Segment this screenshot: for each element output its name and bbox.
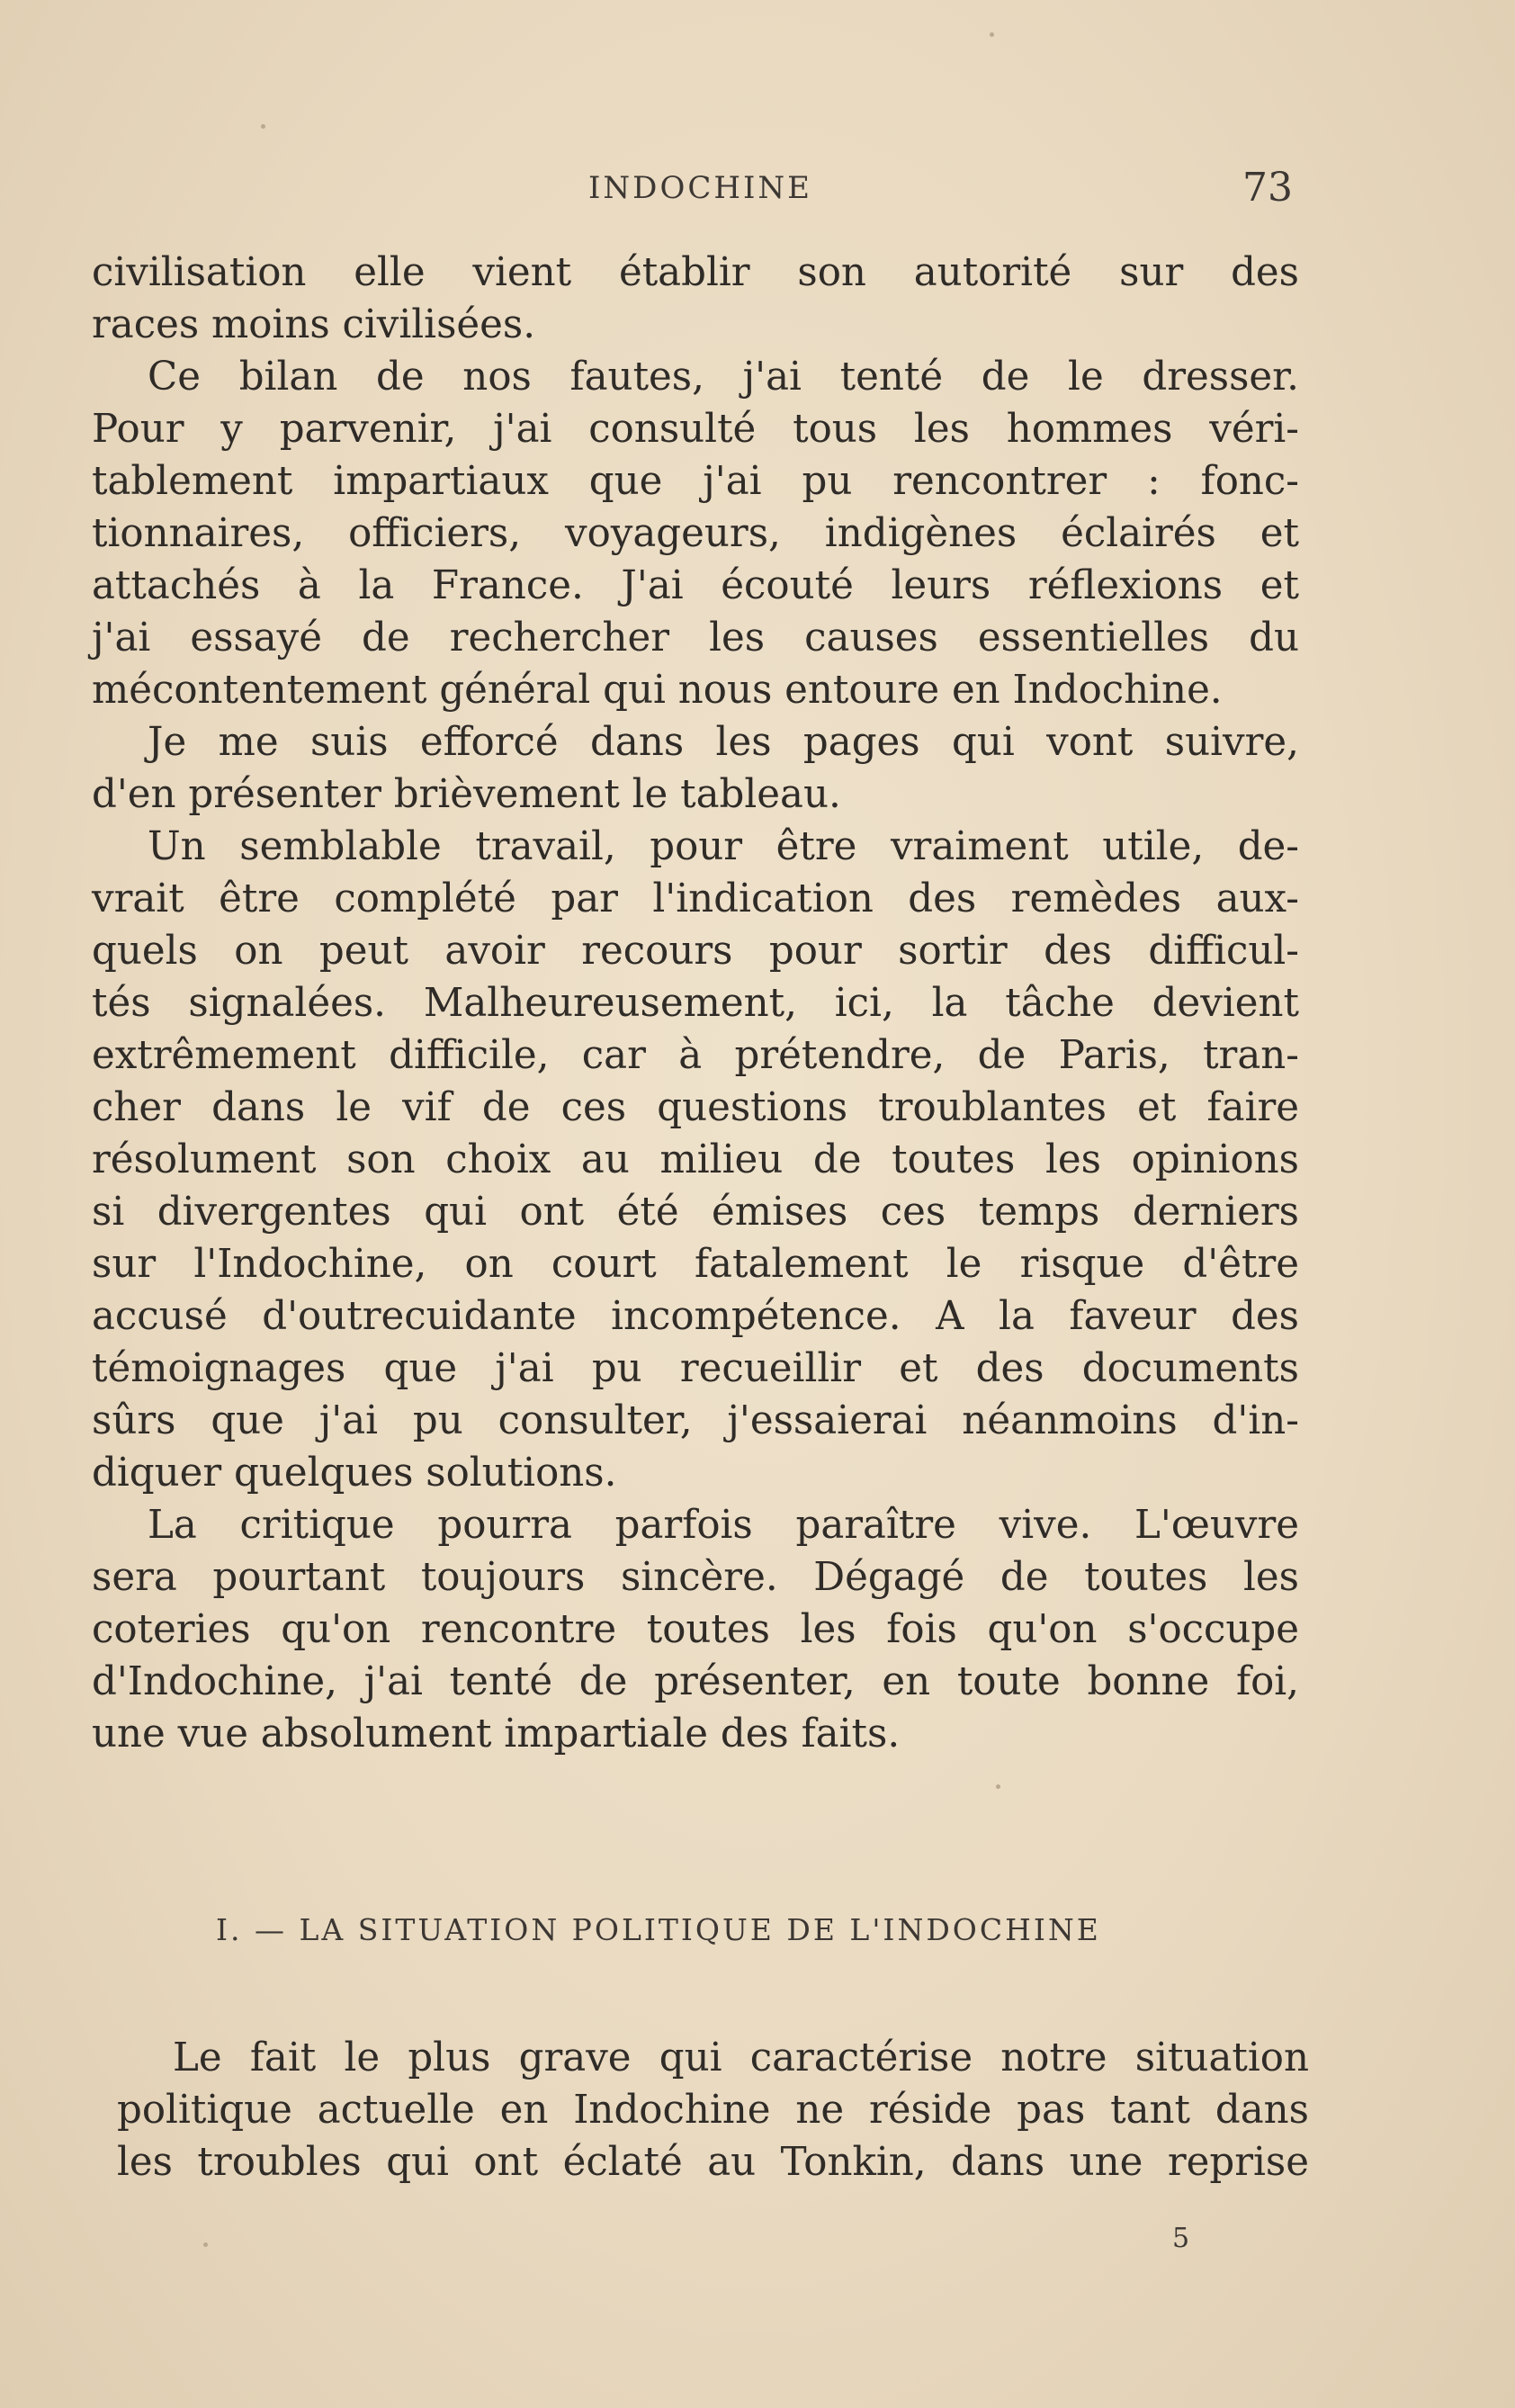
text-line: d'Indochine, j'ai tenté de présenter, en toute bonne foi, bbox=[92, 1659, 1299, 1704]
text-line: Pour y parvenir, j'ai consulté tous les hommes véri- bbox=[92, 407, 1299, 452]
text-line: civilisation elle vient établir son autorité sur des bbox=[92, 250, 1299, 295]
text-line: accusé d'outrecuidante incompétence. A la faveur des bbox=[92, 1294, 1299, 1339]
text-line: tablement impartiaux que j'ai pu rencontrer : fonc- bbox=[92, 459, 1299, 504]
body-text bbox=[92, 247, 1299, 1760]
text-line: j'ai essayé de rechercher les causes essentielles du bbox=[92, 615, 1299, 660]
paper-speck bbox=[203, 2242, 208, 2247]
running-head bbox=[0, 165, 1515, 211]
text-line: mécontentement général qui nous entoure en Indochine. bbox=[92, 668, 1223, 713]
text-line: Un semblable travail, pour être vraiment utile, de- bbox=[148, 824, 1299, 869]
text-line: politique actuelle en Indochine ne réside pas tant dans bbox=[117, 2088, 1309, 2133]
text-line: La critique pourra parfois paraître vive. L'œuvre bbox=[148, 1503, 1299, 1548]
paper-speck bbox=[990, 32, 994, 37]
text-line: vrait être complété par l'indication des remèdes aux- bbox=[92, 876, 1299, 921]
text-line: quels on peut avoir recours pour sortir des difficul- bbox=[92, 929, 1299, 974]
text-line: une vue absolument impartiale des faits. bbox=[92, 1712, 901, 1757]
page-number: 73 bbox=[1242, 165, 1293, 211]
paper-speck bbox=[996, 1784, 1000, 1789]
text-line: Le fait le plus grave qui caractérise notre situation bbox=[173, 2035, 1309, 2080]
text-line: tionnaires, officiers, voyageurs, indigènes éclairés et bbox=[92, 511, 1299, 556]
text-line: tés signalées. Malheureusement, ici, la tâche devient bbox=[92, 981, 1299, 1026]
section-heading: I. — LA SITUATION POLITIQUE DE L'INDOCHINE bbox=[216, 1912, 1101, 1947]
body-text-section bbox=[117, 2032, 1309, 2188]
paper-speck bbox=[261, 124, 265, 129]
text-line: résolument son choix au milieu de toutes les opinions bbox=[92, 1137, 1299, 1182]
text-line: sûrs que j'ai pu consulter, j'essaierai néanmoins d'in- bbox=[92, 1398, 1299, 1443]
text-line: extrêmement difficile, car à prétendre, de Paris, tran- bbox=[92, 1033, 1299, 1078]
text-line: attachés à la France. J'ai écouté leurs réflexions et bbox=[92, 563, 1299, 608]
text-line: si divergentes qui ont été émises ces temps derniers bbox=[92, 1190, 1299, 1235]
text-line: sera pourtant toujours sincère. Dégagé de toutes les bbox=[92, 1555, 1299, 1600]
text-line: coteries qu'on rencontre toutes les fois qu'on s'occupe bbox=[92, 1607, 1299, 1652]
text-line: sur l'Indochine, on court fatalement le risque d'être bbox=[92, 1242, 1299, 1287]
text-line: les troubles qui ont éclaté au Tonkin, dans une reprise bbox=[117, 2140, 1309, 2185]
text-line: témoignages que j'ai pu recueillir et des documents bbox=[92, 1346, 1299, 1391]
text-line: Je me suis efforcé dans les pages qui vont suivre, bbox=[148, 720, 1299, 765]
text-line: diquer quelques solutions. bbox=[92, 1451, 617, 1496]
text-line: cher dans le vif de ces questions troublantes et faire bbox=[92, 1085, 1299, 1130]
text-line: races moins civilisées. bbox=[92, 302, 536, 347]
text-line: d'en présenter brièvement le tableau. bbox=[92, 772, 841, 817]
text-line: Ce bilan de nos fautes, j'ai tenté de le dresser. bbox=[148, 355, 1299, 400]
signature-mark: 5 bbox=[1172, 2223, 1190, 2254]
running-title: INDOCHINE bbox=[588, 170, 812, 206]
